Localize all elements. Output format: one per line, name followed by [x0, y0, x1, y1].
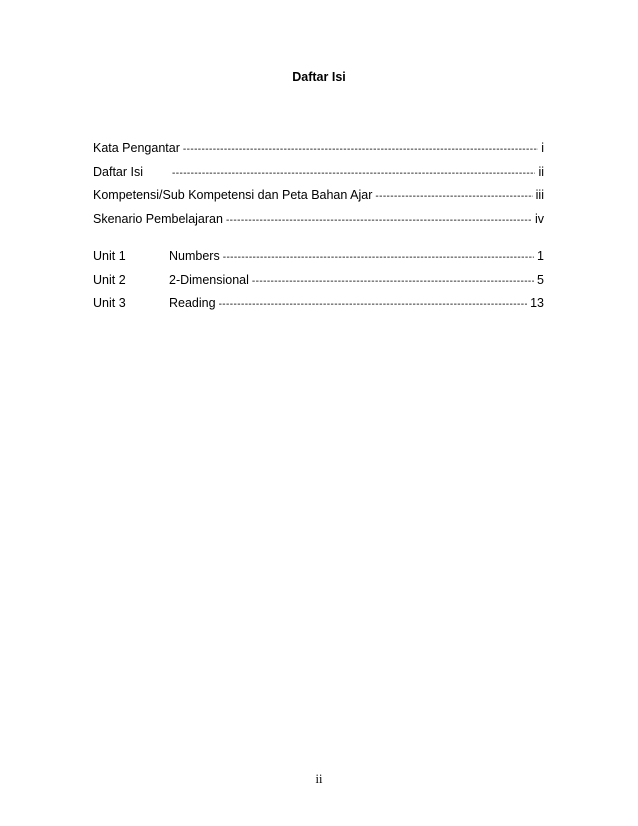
toc-dot-leader [219, 293, 528, 317]
toc-entry-page: i [541, 141, 544, 155]
toc-entry-kompetensi [93, 184, 544, 208]
page-number: ii [315, 772, 323, 786]
toc-unit-title: 2-Dimensional [169, 272, 249, 287]
toc-dot-leader [183, 138, 538, 162]
toc-unit-title: Numbers [169, 249, 220, 263]
toc-entry-page: iv [534, 211, 544, 226]
toc-entry-skenario [93, 208, 544, 232]
toc-dot-leader [226, 209, 532, 233]
toc-unit-number: Unit 1 [93, 249, 126, 263]
toc-entry-daftar-isi [93, 161, 544, 185]
toc-dot-leader [172, 162, 535, 186]
toc-entry-label: Skenario Pembelajaran [93, 211, 223, 226]
toc-entry-kata-pengantar [93, 137, 544, 161]
toc-dot-leader [252, 270, 534, 294]
toc-unit-number: Unit 3 [93, 296, 126, 310]
toc-entry-unit-2 [93, 269, 544, 293]
toc-entry-unit-1 [93, 245, 544, 269]
toc-entry-label: Daftar Isi [93, 164, 144, 179]
toc-entry-page: iii [535, 188, 544, 202]
toc-entry-label: Kompetensi/Sub Kompetensi dan Peta Bahan Ajar [93, 188, 373, 202]
toc-dot-leader [375, 185, 532, 209]
toc-entry-label: Kata Pengantar [93, 141, 180, 155]
toc-front-matter [93, 137, 544, 231]
toc-unit-number: Unit 2 [93, 272, 126, 287]
page-title: Daftar Isi [292, 70, 346, 84]
toc-unit-title: Reading [169, 296, 216, 310]
toc-entry-page: ii [538, 164, 544, 179]
toc-entry-page: 13 [530, 296, 544, 310]
toc-entry-unit-3 [93, 292, 544, 316]
toc-entry-page: 1 [537, 249, 544, 263]
toc-entry-page: 5 [537, 272, 544, 287]
toc-dot-leader [223, 246, 534, 270]
toc-units [93, 245, 544, 316]
